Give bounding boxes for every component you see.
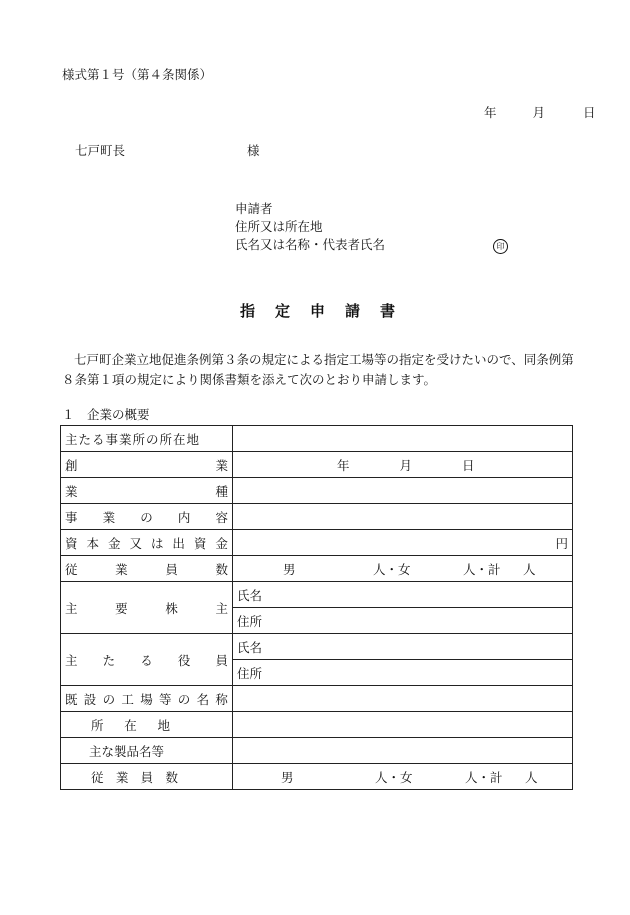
label-char: 主 (65, 600, 78, 616)
table-row (61, 530, 573, 556)
shareholder-name-label: 氏名 (237, 587, 263, 603)
label-char: 工 (121, 691, 134, 707)
label-employees (61, 556, 233, 582)
value-employees[interactable] (233, 556, 573, 582)
label-char: は (150, 535, 164, 551)
emp-total-label: 人・計 (463, 561, 501, 577)
label-char: 既 (65, 691, 78, 707)
label-char: 所 (91, 717, 104, 733)
label-char: 資 (193, 535, 207, 551)
label-char: 数 (215, 561, 228, 577)
label-char: 従 (91, 769, 104, 785)
value-existing-factory[interactable] (233, 686, 573, 712)
label-char: 称 (215, 691, 228, 707)
table-row (61, 582, 573, 608)
date-month-label: 月 (532, 105, 545, 120)
label-char: 員 (215, 652, 228, 668)
label-main-office: 主たる事業所の所在地 (61, 426, 233, 452)
label-char: 事 (65, 509, 78, 525)
label-char: 容 (215, 509, 228, 525)
founded-day-label: 日 (462, 457, 475, 473)
emp-male-label: 男 (283, 561, 296, 577)
label-char: 地 (157, 717, 170, 733)
date-year-label: 年 (484, 105, 497, 120)
label-char: た (102, 652, 116, 668)
label-char: 場 (140, 691, 153, 707)
shareholder-address-label: 住所 (237, 613, 263, 629)
document-title: 指定申請書 (240, 302, 416, 320)
value-shareholder-name[interactable] (233, 582, 573, 608)
value-officer-address[interactable] (233, 660, 573, 686)
label-char: 名 (196, 691, 210, 707)
addressee: 七戸町長 (75, 143, 126, 158)
applicant-address-label: 住所又は所在地 (235, 219, 323, 234)
label-capital (61, 530, 233, 556)
label-char: の (177, 691, 191, 707)
label-existing-factory (61, 686, 233, 712)
label-char: 内 (177, 509, 191, 525)
label-char: 出 (172, 535, 185, 551)
officer-name-label: 氏名 (237, 639, 263, 655)
section-heading: １ 企業の概要 (62, 407, 150, 422)
table-row (61, 478, 573, 504)
label-char: 数 (165, 769, 178, 785)
label-char: 株 (165, 600, 178, 616)
label-char: 設 (83, 691, 97, 707)
value-factory-employees[interactable] (233, 764, 573, 790)
label-industry (61, 478, 233, 504)
value-main-products[interactable] (233, 738, 573, 764)
company-overview-table (60, 425, 573, 790)
label-char: 本 (86, 535, 99, 551)
label-char: 員 (165, 561, 178, 577)
form-number-label: 様式第１号（第４条関係） (62, 67, 213, 82)
capital-unit-label: 円 (555, 535, 568, 551)
label-main-products: 主な製品名等 (61, 738, 233, 764)
table-row (61, 634, 573, 660)
label-char: 金 (215, 535, 228, 551)
label-char: る (140, 652, 153, 668)
label-char: 業 (65, 483, 78, 499)
label-char: 従 (65, 561, 78, 577)
founded-month-label: 月 (399, 457, 413, 473)
applicant-title: 申請者 (235, 201, 273, 216)
table-row (61, 426, 573, 452)
intro-paragraph: 七戸町企業立地促進条例第３条の規定による指定工場等の指定を受けたいので、同条例第８条第１項の規定により関係書類を添えて次のとおり申請します。 (62, 352, 574, 387)
factory-emp-male-label: 男 (281, 769, 294, 785)
emp-person-label: 人 (523, 561, 536, 577)
date-line (484, 107, 595, 120)
label-char: 創 (65, 457, 78, 473)
table-row (61, 712, 573, 738)
label-shareholders (61, 582, 233, 634)
table-row (61, 764, 573, 790)
label-char: 等 (158, 691, 172, 707)
label-char: 種 (215, 483, 228, 499)
label-char: 業 (215, 457, 228, 473)
table-row (61, 556, 573, 582)
label-officers (61, 634, 233, 686)
label-char: 在 (124, 717, 137, 733)
label-char: 業 (102, 509, 116, 525)
table-row (61, 504, 573, 530)
value-founded[interactable] (233, 452, 573, 478)
label-char: 主 (65, 652, 78, 668)
label-char: の (140, 509, 153, 525)
applicant-name-label: 氏名又は名称・代表者氏名 (235, 237, 386, 252)
value-capital[interactable] (233, 530, 573, 556)
value-officer-name[interactable] (233, 634, 573, 660)
date-day-label: 日 (582, 105, 596, 120)
applicant-block (235, 200, 385, 254)
label-char: 又 (129, 535, 142, 551)
table-row (61, 738, 573, 764)
label-factory-location (61, 712, 233, 738)
label-char: 業 (115, 769, 129, 785)
table-row (61, 686, 573, 712)
label-char: 員 (140, 769, 154, 785)
value-shareholder-address[interactable] (233, 608, 573, 634)
label-factory-employees (61, 764, 233, 790)
value-main-office[interactable] (233, 426, 573, 452)
value-business[interactable] (233, 504, 573, 530)
label-char: 金 (107, 535, 121, 551)
founded-year-label: 年 (337, 457, 350, 473)
factory-emp-female-label: 人・女 (375, 769, 413, 785)
factory-emp-total-label: 人・計 (465, 769, 503, 785)
addressee-suffix: 様 (247, 143, 260, 158)
label-founded (61, 452, 233, 478)
label-business (61, 504, 233, 530)
label-char: の (102, 691, 116, 707)
label-char: 業 (115, 561, 128, 577)
value-factory-location[interactable] (233, 712, 573, 738)
factory-emp-person-label: 人 (525, 769, 538, 785)
label-char: 主 (215, 600, 228, 616)
label-char: 要 (115, 600, 128, 616)
table-row (61, 452, 573, 478)
value-industry[interactable] (233, 478, 573, 504)
label-char: 資 (65, 535, 78, 551)
emp-female-label: 人・女 (373, 561, 411, 577)
seal-icon: 印 (493, 239, 508, 254)
label-char: 役 (177, 652, 191, 668)
officer-address-label: 住所 (237, 665, 263, 681)
